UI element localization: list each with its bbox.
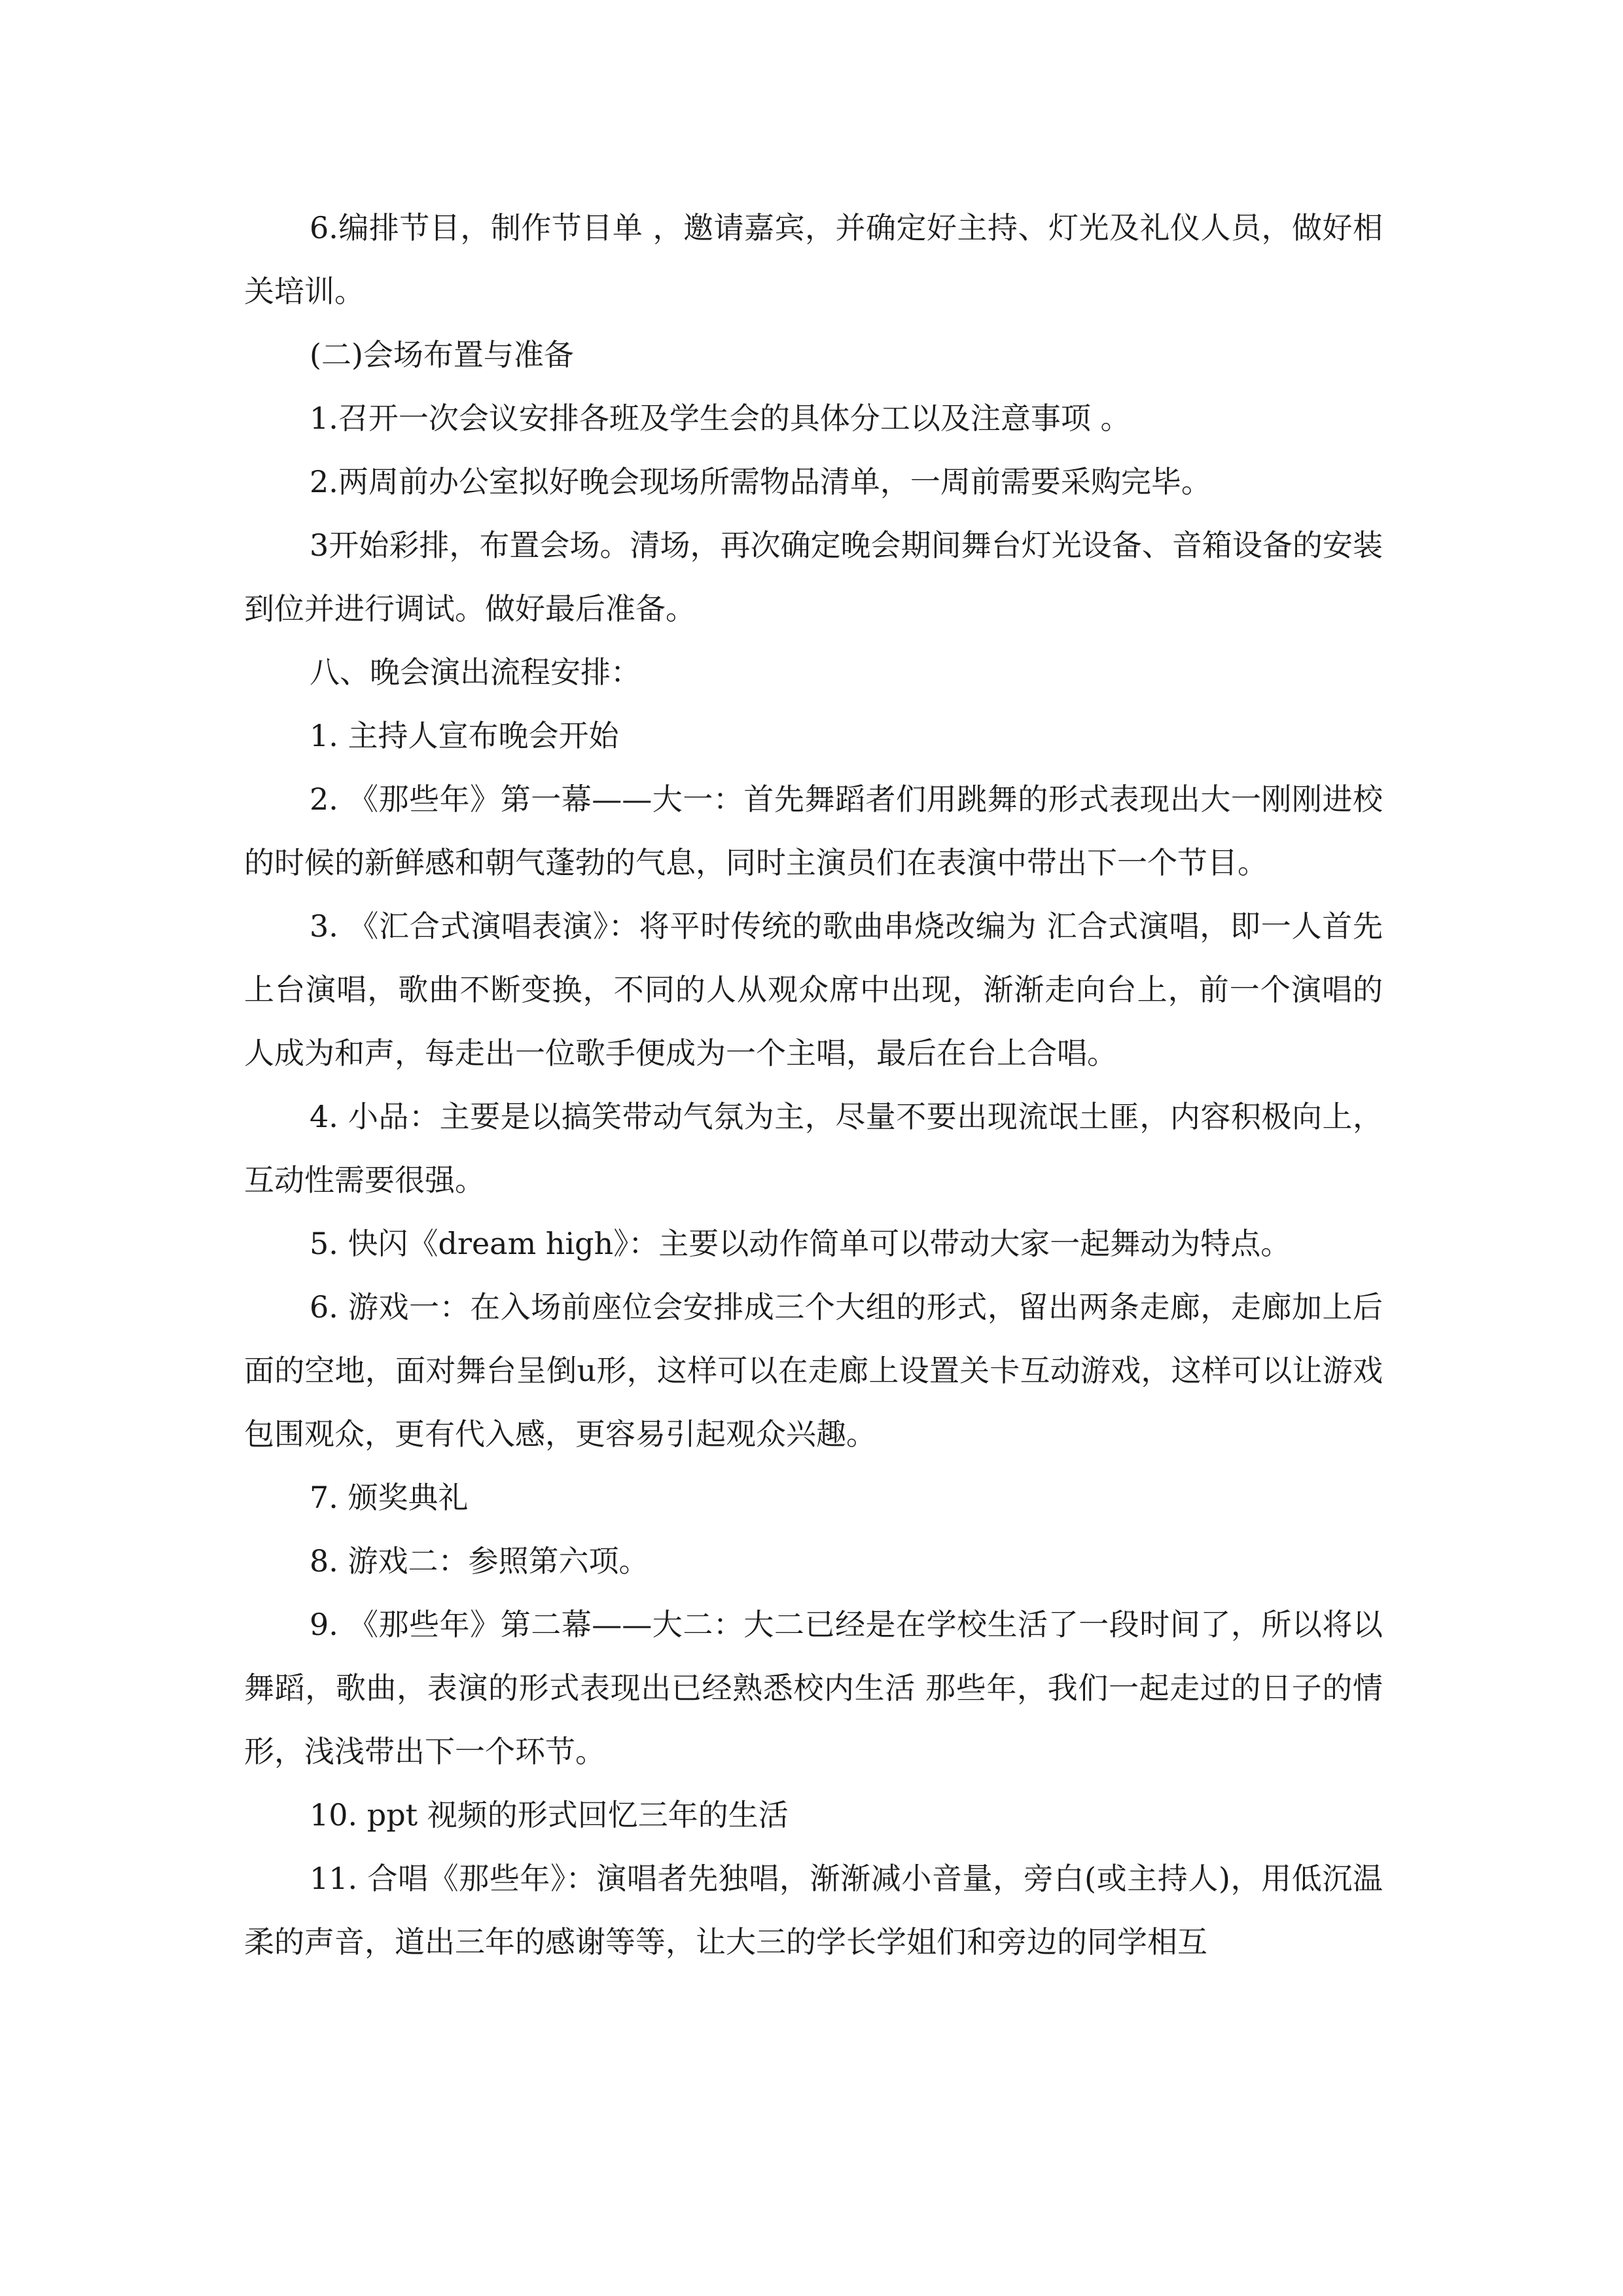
program-item-11: 11. 合唱《那些年》：演唱者先独唱，渐渐减小音量，旁白(或主持人)，用低沉温柔的声音，道出三年的感谢等等，让大三的学长学姐们和旁边的同学相互 (244, 1861, 1383, 1960)
program-item-2: 2. 《那些年》第一幕——大一：首先舞蹈者们用跳舞的形式表现出大一刚刚进校的时候的新鲜感和朝气蓬勃的气息，同时主演员们在表演中带出下一个节目。 (244, 781, 1383, 880)
program-item-8: 8. 游戏二：参照第六项。 (310, 1543, 649, 1579)
section-heading-program-flow: 八、晚会演出流程安排： (310, 655, 641, 690)
section-heading-venue: (二)会场布置与准备 (310, 337, 574, 372)
program-item-3: 3. 《汇合式演唱表演》：将平时传统的歌曲串烧改编为 汇合式演唱，即一人首先上台演唱，歌曲不断变换，不同的人从观众席中出现，渐渐走向台上，前一个演唱的人成为和声，每走出一位歌手便成为一个主唱，最后在台上合唱。 (244, 908, 1383, 1071)
document-body (244, 196, 1383, 1974)
program-item-7: 7. 颁奖典礼 (310, 1480, 469, 1515)
program-item-5: 5. 快闪《dream high》：主要以动作简单可以带动大家一起舞动为特点。 (310, 1226, 1291, 1261)
program-item-6: 6. 游戏一：在入场前座位会安排成三个大组的形式，留出两条走廊，走廊加上后面的空地，面对舞台呈倒u形，这样可以在走廊上设置关卡互动游戏，这样可以让游戏包围观众，更有代入感，更容易引起观众兴趣。 (244, 1289, 1383, 1452)
program-item-1: 1. 主持人宣布晚会开始 (310, 718, 619, 753)
paragraph-item-6: 6.编排节目，制作节目单 ，邀请嘉宾，并确定好主持、灯光及礼仪人员，做好相关培训。 (244, 210, 1383, 309)
program-item-10: 10. ppt 视频的形式回忆三年的生活 (310, 1797, 789, 1833)
paragraph-item-1: 1.召开一次会议安排各班及学生会的具体分工以及注意事项 。 (310, 401, 1131, 436)
paragraph-item-3: 3开始彩排，布置会场。清场，再次确定晚会期间舞台灯光设备、音箱设备的安装到位并进行调试。做好最后准备。 (244, 528, 1383, 626)
program-item-9: 9. 《那些年》第二幕——大二：大二已经是在学校生活了一段时间了，所以将以舞蹈，歌曲，表演的形式表现出已经熟悉校内生活 那些年，我们一起走过的日子的情形，浅浅带出下一个环节。 (244, 1607, 1383, 1769)
paragraph-item-2: 2.两周前办公室拟好晚会现场所需物品清单，一周前需要采购完毕。 (310, 464, 1211, 499)
program-item-4: 4. 小品：主要是以搞笑带动气氛为主，尽量不要出现流氓土匪，内容积极向上，互动性需要很强。 (244, 1099, 1383, 1198)
